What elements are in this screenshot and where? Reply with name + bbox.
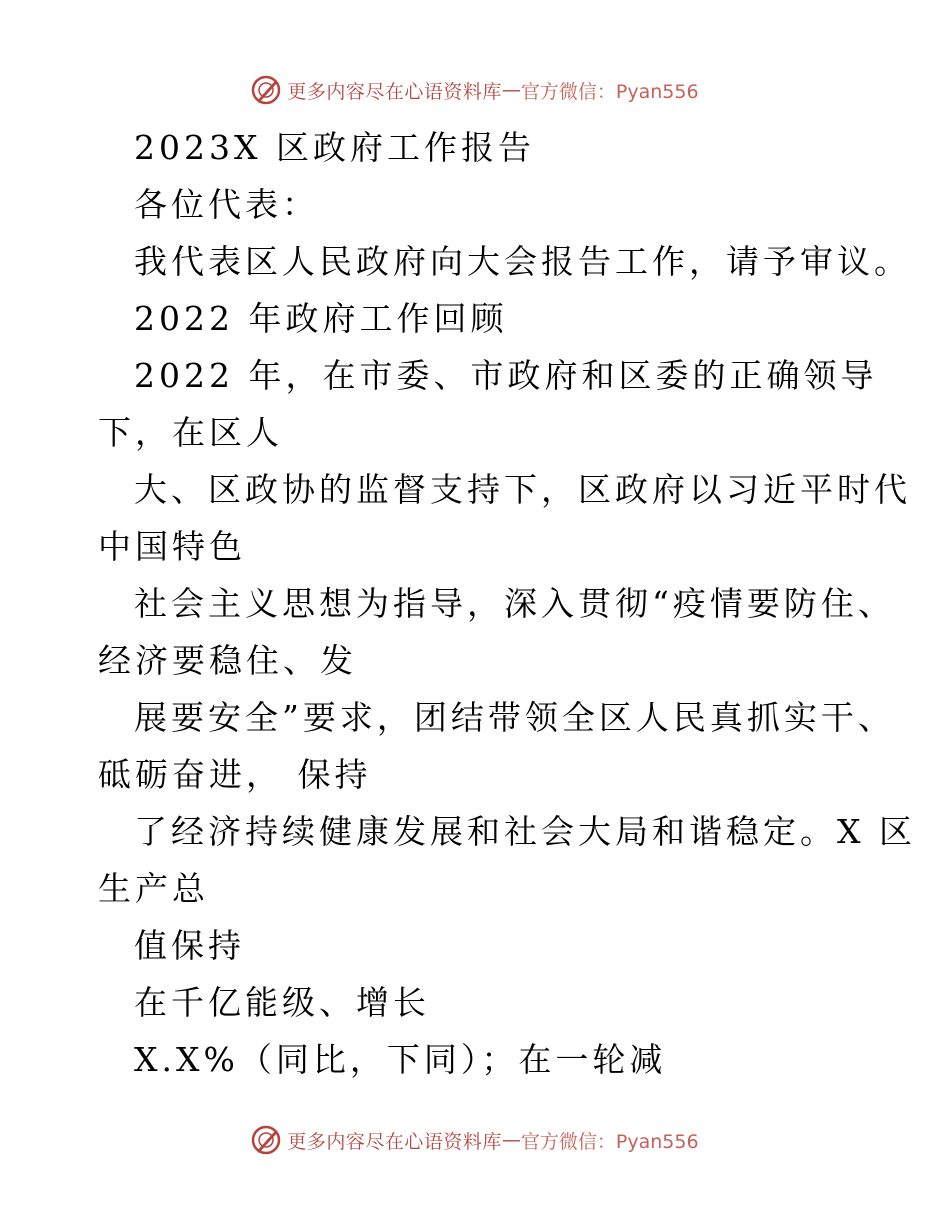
doc-line: 值保持 bbox=[134, 926, 245, 965]
pen-logo-icon bbox=[251, 75, 281, 105]
watermark-separator: — bbox=[501, 79, 521, 101]
watermark-contact: 官方微信：Pyan556 bbox=[520, 1130, 699, 1153]
document-body bbox=[98, 119, 916, 1088]
doc-line: 在千亿能级、增长 bbox=[134, 983, 430, 1022]
watermark-header bbox=[0, 70, 950, 110]
doc-line: 下，在区人 bbox=[98, 413, 283, 452]
doc-line: 砥砺奋进， 保持 bbox=[98, 755, 372, 794]
watermark-separator: — bbox=[501, 1129, 521, 1151]
watermark-text: 更多内容尽在心语资料库 bbox=[287, 1130, 502, 1153]
watermark-text: 更多内容尽在心语资料库 bbox=[287, 80, 502, 103]
pen-logo-icon bbox=[251, 1125, 281, 1155]
doc-line: 2022 年，在市委、市政府和区委的正确领导 bbox=[134, 356, 878, 395]
doc-line: X.X%（同比，下同）；在一轮减 bbox=[134, 1040, 667, 1079]
doc-line: 经济要稳住、发 bbox=[98, 641, 357, 680]
doc-line: 社会主义思想为指导，深入贯彻“疫情要防住、 bbox=[134, 584, 895, 623]
doc-salutation: 各位代表： bbox=[134, 185, 319, 224]
watermark-footer bbox=[0, 1120, 950, 1160]
doc-line: 我代表区人民政府向大会报告工作，请予审议。 bbox=[134, 242, 911, 281]
doc-line: 了经济持续健康发展和社会大局和谐稳定。X 区 bbox=[134, 812, 916, 851]
doc-line: 生产总 bbox=[98, 869, 209, 908]
doc-title: 2023X 区政府工作报告 bbox=[134, 128, 535, 167]
watermark-contact: 官方微信：Pyan556 bbox=[520, 80, 699, 103]
doc-section-heading: 2022 年政府工作回顾 bbox=[134, 299, 508, 338]
doc-line: 大、区政协的监督支持下，区政府以习近平时代 bbox=[134, 470, 911, 509]
doc-line: 展要安全”要求，团结带领全区人民真抓实干、 bbox=[134, 698, 895, 737]
doc-line: 中国特色 bbox=[98, 527, 246, 566]
